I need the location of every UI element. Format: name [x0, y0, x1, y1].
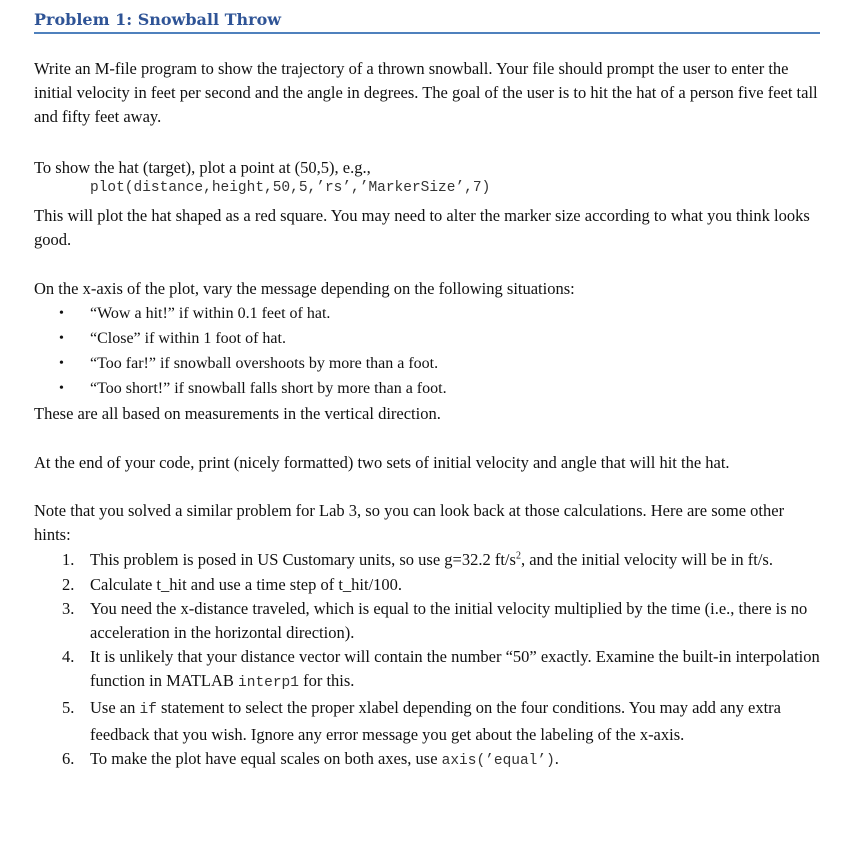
end-note: At the end of your code, print (nicely formatted) two sets of initial velocity and angle that will hit the hat.: [34, 453, 730, 472]
bullet-icon: •: [59, 381, 64, 396]
hints-intro: Note that you solved a similar problem for Lab 3, so you can look back at those calculations. Here are some other hints:: [34, 501, 785, 544]
bullet-icon: •: [59, 331, 64, 346]
list-item: • “Wow a hit!” if within 0.1 feet of hat.: [34, 301, 824, 326]
list-item: 1. This problem is posed in US Customary units, so use g=32.2 $ft/s^2$, and the initial velocity will be in ft/s.: [62, 550, 773, 569]
bullet-icon: •: [59, 306, 64, 321]
list-item: 2. Calculate t_hit and use a time step of t_hit/100.: [62, 574, 403, 594]
target-intro: To show the hat (target), plot a point at (50,5), e.g.,: [34, 158, 371, 177]
list-item: • “Close” if within 1 foot of hat.: [34, 326, 824, 351]
list-item: 5. Use an if statement to select the proper xlabel depending on the four conditions. You may add any extra feedback that you wish. Ignore any error message you get about the labeling of the x-axis.: [62, 698, 781, 744]
intro-paragraph: Write an M-file program to show the trajectory of a thrown snowball. Your file should prompt the user to enter the initial velocity in feet per second and the angle in degrees. The goal of the user is to hit the hat of a person five feet tall and fifty feet away.: [34, 59, 818, 126]
list-item: 4. It is unlikely that your distance vector will contain the number “50” exactly. Examine the built-in interpolation function in MATLAB interp1 for this.: [62, 647, 820, 691]
bullet-icon: •: [59, 356, 64, 371]
list-item: 6. To make the plot have equal scales on both axes, use axis(’equal’).: [62, 749, 559, 769]
list-item: 3. You need the x-distance traveled, which is equal to the initial velocity multiplied by the time (i.e., there is no acceleration in the horizontal direction).: [62, 599, 808, 642]
problem-title: Problem 1: Snowball Throw: [34, 10, 820, 34]
vertical-note: These are all based on measurements in the vertical direction.: [34, 404, 441, 423]
target-note: This will plot the hat shaped as a red square. You may need to alter the marker size according to what you think looks good.: [34, 206, 810, 249]
message-list: [34, 301, 824, 401]
xaxis-intro: On the x-axis of the plot, vary the message depending on the following situations:: [34, 279, 575, 298]
list-item: • “Too short!” if snowball falls short by more than a foot.: [34, 376, 824, 401]
code-example: plot(distance,height,50,5,’rs’,’MarkerSize’,7): [90, 180, 491, 196]
hints-list: [34, 548, 824, 775]
list-item: • “Too far!” if snowball overshoots by more than a foot.: [34, 351, 824, 376]
